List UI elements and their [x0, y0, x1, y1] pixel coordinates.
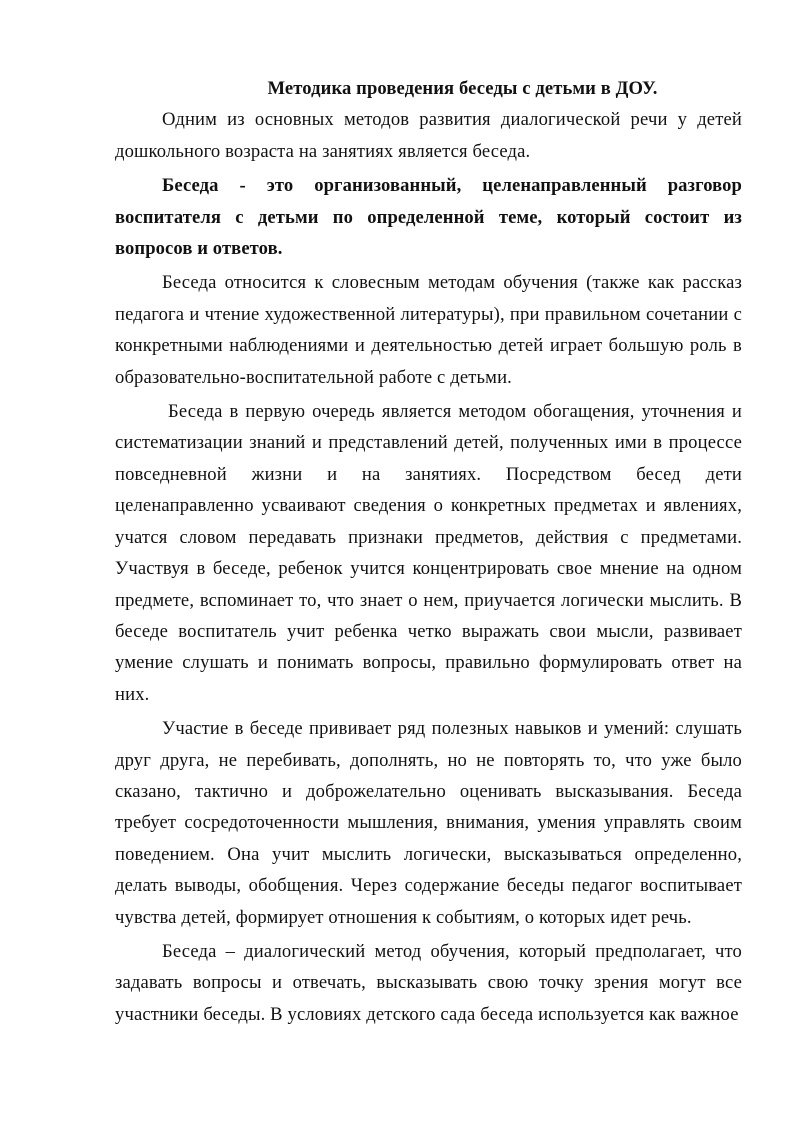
paragraph-skills: Участие в беседе прививает ряд полезных навыков и умений: слушать друг друга, не перебивать, дополнять, но не повторять то, что уже было сказано, тактично и доброжелательно оценивать высказывания. Беседа требует сосредоточенности мышления, внимания, умения управлять своим поведением. Она учит мыслить логически, высказываться определенно, делать выводы, обобщения. Через содержание беседы педагог воспитывает чувства детей, формирует отношения к событиям, о которых идет речь. — [115, 718, 742, 928]
paragraph-dialogic-method: Беседа – диалогический метод обучения, который предполагает, что задавать вопросы и отвечать, высказывать свою точку зрения могут все участники беседы. В условиях детского сада беседа используется как важное — [115, 940, 742, 1025]
paragraph-verbal-methods: Беседа относится к словесным методам обучения (также как рассказ педагога и чтение художественной литературы), при правильном сочетании с конкретными наблюдениями и деятельностью детей играет большую роль в образовательно-воспитательной работе с детьми. — [115, 272, 742, 388]
paragraph-enrichment: Беседа в первую очередь является методом обогащения, уточнения и систематизации знаний и представлений детей, полученных ими в процессе повседневной жизни и на занятиях. Посредством бесед дети целенаправленно усваивают сведения о конкретных предметах и явлениях, учатся словом передавать признаки предметов, действия с предметами. Участвуя в беседе, ребенок учится концентрировать свое мнение на одном предмете, вспоминает то, что знает о нем, приучается логически мыслить. В беседе воспитатель учит ребенка четко выражать свои мысли, развивает умение слушать и понимать вопросы, правильно формулировать ответ на них. — [115, 401, 742, 705]
document-title: Методика проведения беседы с детьми в ДОУ. — [267, 78, 658, 99]
paragraph-intro: Одним из основных методов развития диалогической речи у детей дошкольного возраста на занятиях является беседа. — [115, 109, 742, 162]
paragraph-definition: Беседа - это организованный, целенаправленный разговор воспитателя с детьми по определенной теме, который состоит из вопросов и ответов. — [115, 175, 742, 260]
document-body — [115, 73, 742, 1030]
